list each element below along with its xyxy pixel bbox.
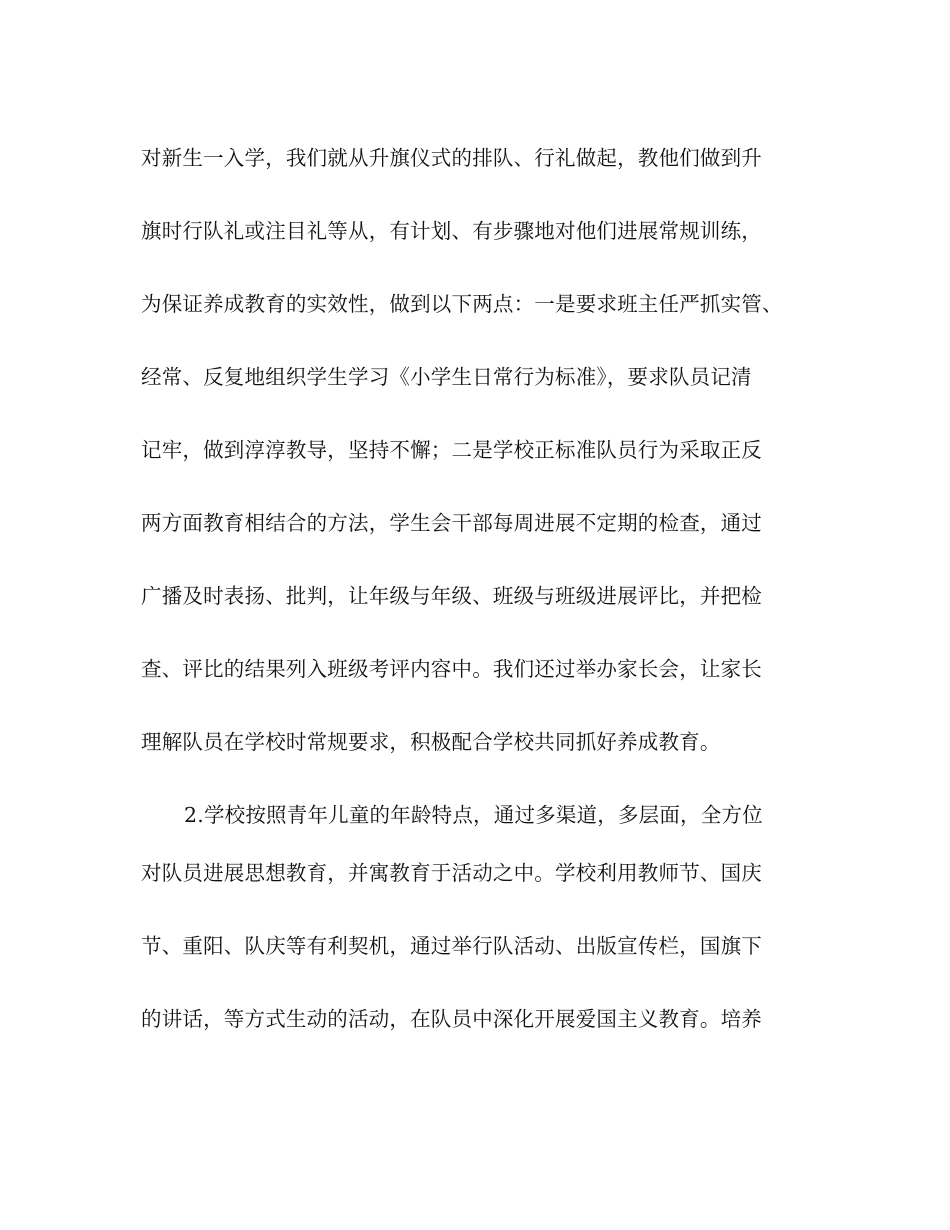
paragraph-line: 记牢，做到淳淳教导，坚持不懈；二是学校正标准队员行为采取正反	[141, 438, 762, 462]
paragraph-line: 的讲话，等方式生动的活动，在队员中深化开展爱国主义教育。培养	[141, 1007, 762, 1031]
paragraph-line: 节、重阳、队庆等有利契机，通过举行队活动、出版宣传栏，国旗下	[141, 934, 762, 958]
paragraph-line: 查、评比的结果列入班级考评内容中。我们还过举办家长会，让家长	[141, 657, 762, 681]
paragraph-line: 旗时行队礼或注目礼等从，有计划、有步骤地对他们进展常规训练，	[141, 219, 762, 243]
paragraph-line: 对新生一入学，我们就从升旗仪式的排队、行礼做起，教他们做到升	[141, 146, 762, 170]
paragraph-line: 对队员进展思想教育，并寓教育于活动之中。学校利用教师节、国庆	[141, 861, 762, 885]
paragraph-line: 广播及时表扬、批判，让年级与年级、班级与班级进展评比，并把检	[141, 584, 762, 608]
paragraph-line: 理解队员在学校时常规要求，积极配合学校共同抓好养成教育。	[141, 730, 721, 754]
paragraph-line: 为保证养成教育的实效性，做到以下两点：一是要求班主任严抓实管、	[141, 292, 783, 316]
paragraph-line: 经常、反复地组织学生学习《小学生日常行为标准》，要求队员记清	[141, 365, 752, 389]
paragraph-line: 两方面教育相结合的方法，学生会干部每周进展不定期的检查，通过	[141, 511, 762, 535]
paragraph-line: 2.学校按照青年儿童的年龄特点，通过多渠道，多层面，全方位	[184, 803, 763, 827]
